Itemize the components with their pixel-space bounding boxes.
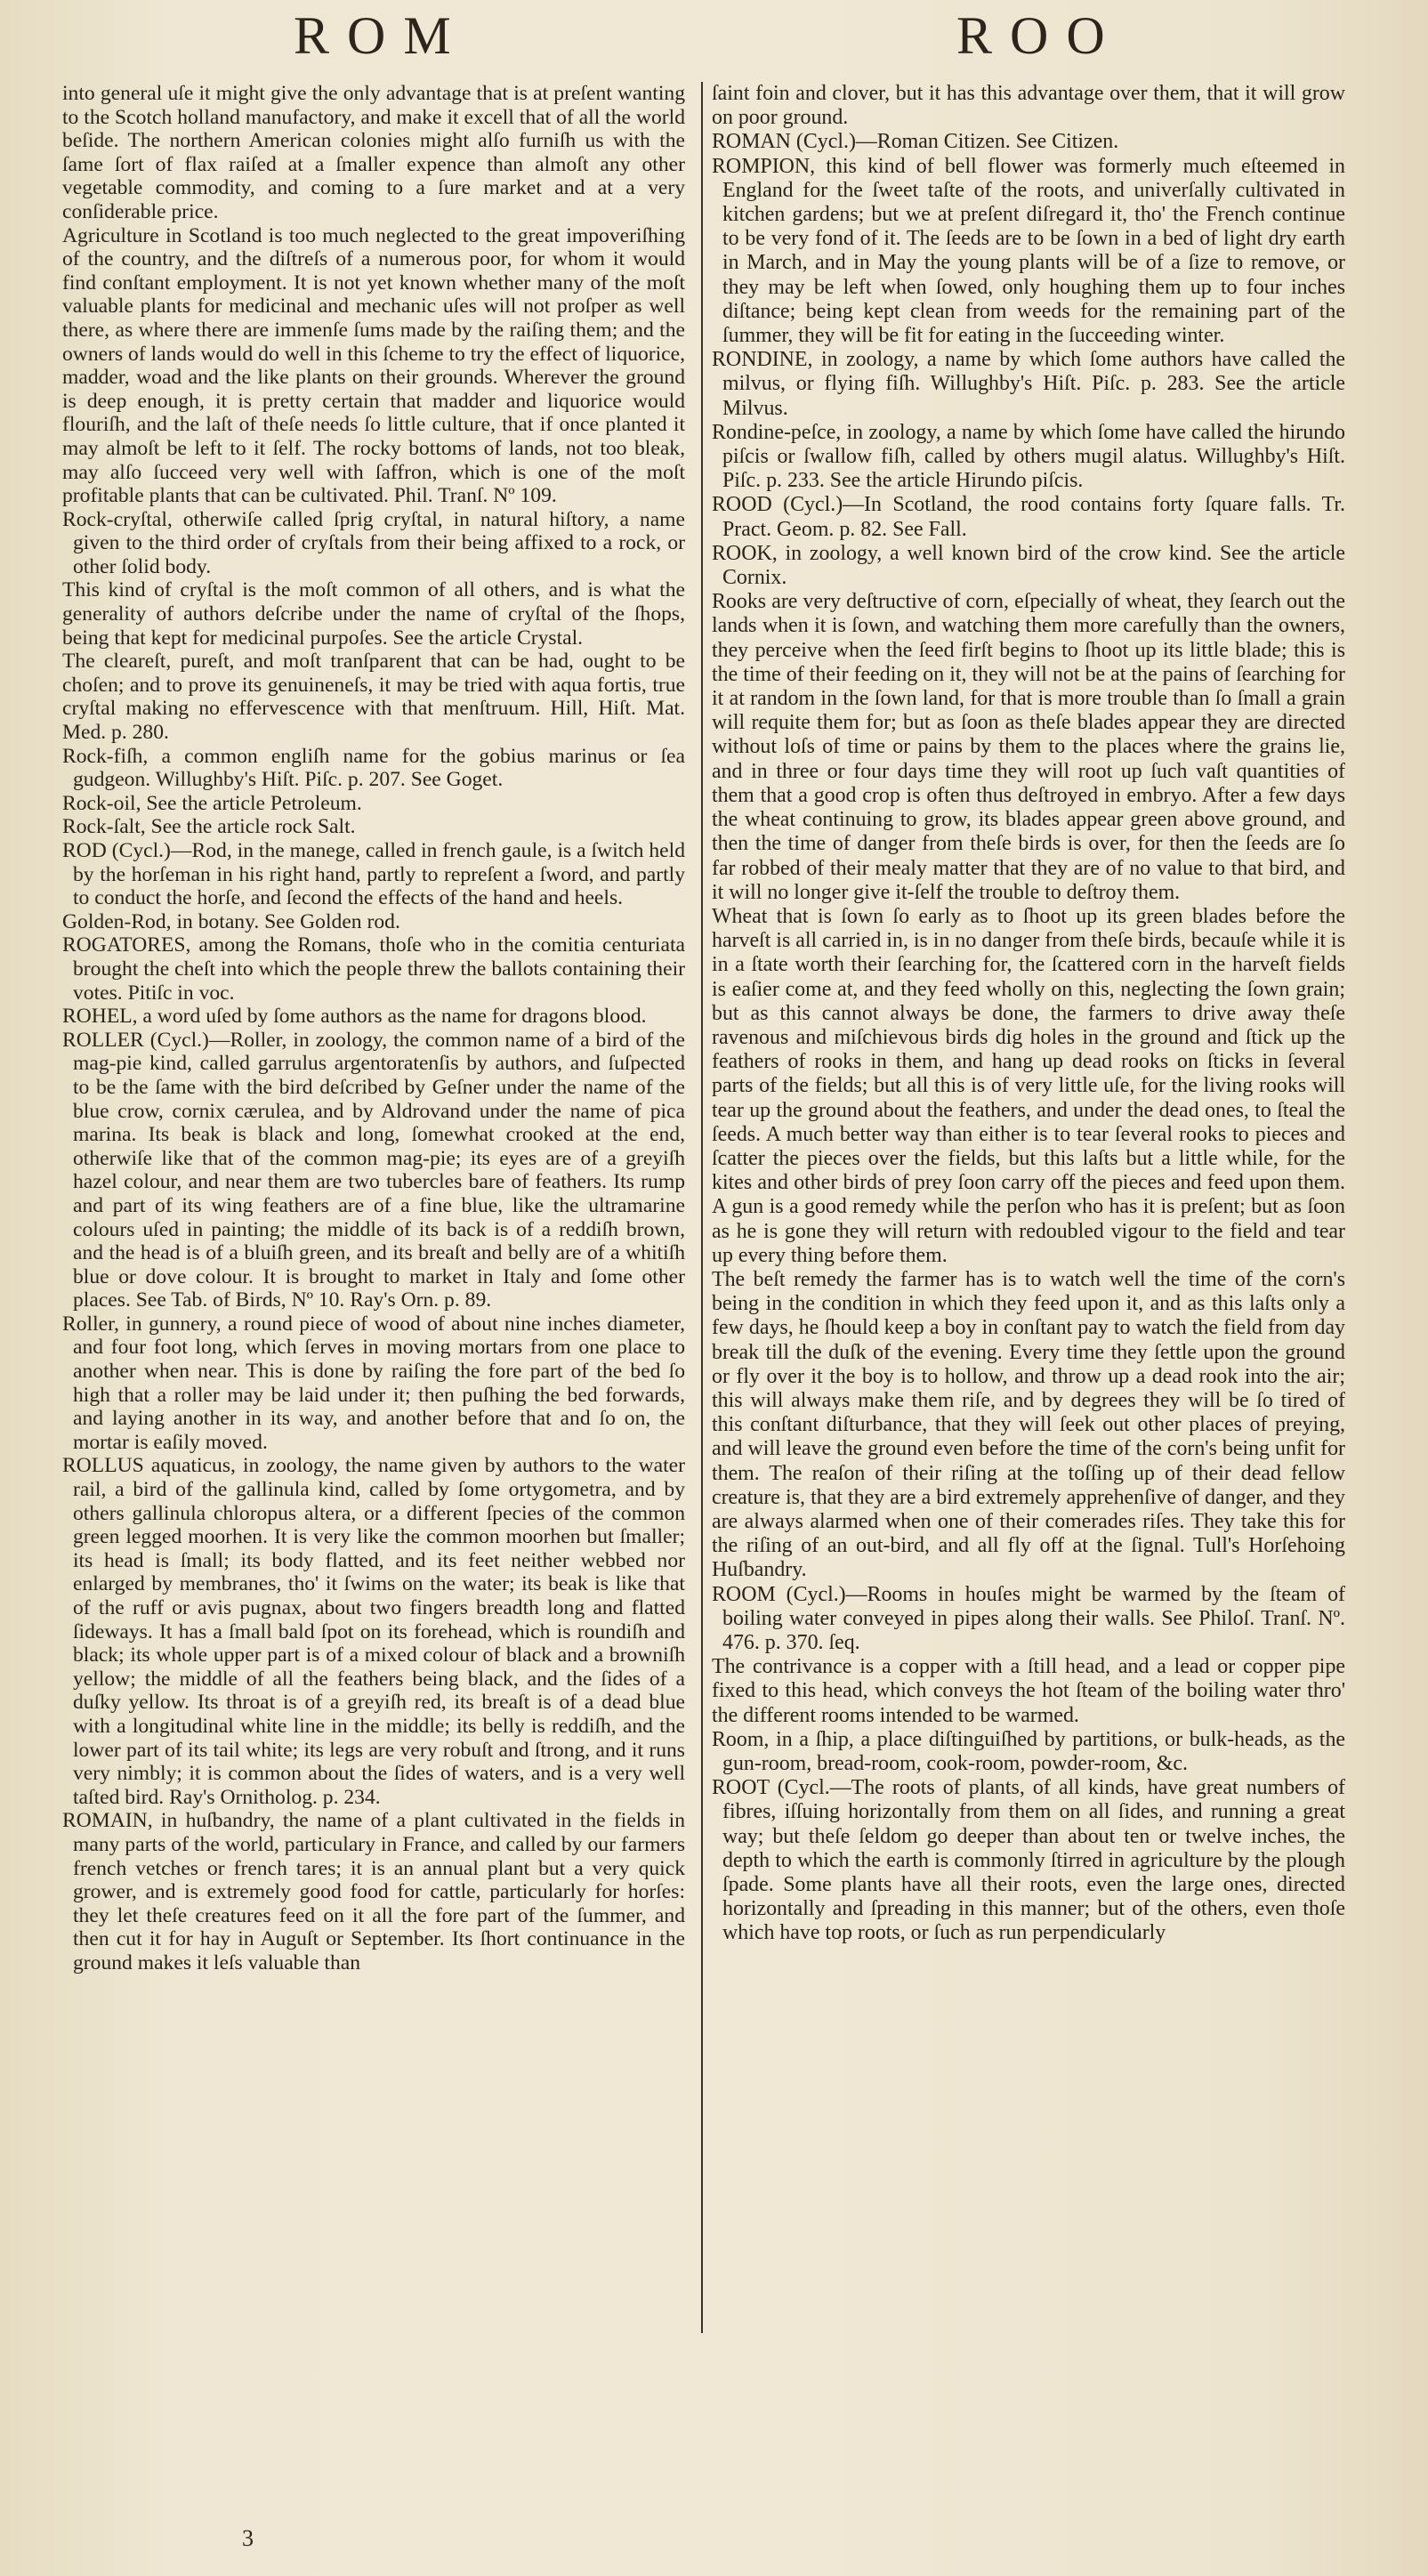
entry-golden-rod: Golden-Rod, in botany. See Golden rod.: [62, 909, 400, 933]
left-paragraph: Agriculture in Scotland is too much neglected to the great impoveriſhing of the country, and the diſtreſs of a numerous poor, for whom it would find conſtant employment. It is not yet known whether many of the moſt valuable plants for medicinal and mechanic uſes will not proſper as well there, as where there are immenſe ſums made by the raiſing them; and the owners of lands would do well in this ſcheme to try the effect of liquorice, madder, woad and the like plants on their grounds. Wherever the ground is deep enough, it is pretty certain that madder and liquorice would flouriſh, and the laſt of theſe needs ſo little culture, that if once planted it may almoſt be left to it ſelf. The rocky bottoms of lands, not too bleak, may alſo ſucceed very well with ſaffron, which is one of the moſt profitable plants that can be cultivated. Phil. Tranſ. Nº 109.: [62, 223, 685, 508]
left-column: [62, 82, 685, 1975]
right-paragraph: The beſt remedy the farmer has is to watch well the time of the corn's being in the condition in which they feed upon it, and as this laſts only a few days, he ſhould keep a boy in conſtant pay to watch the field from day break till the duſk of the evening. Every time they ſettle upon the ground or fly over it the boy is to hollow, and throw up a dead rook into the air; this will always make them riſe, and by degrees they will be ſo tired of this conſtant diſturbance, that they will ſeek out other places of preying, and will leave the ground even before the time of the corn's being unfit for them. The reaſon of their riſing at the toſſing up of their dead fellow creature is, that they are a bird extremely apprehenſive of danger, and they are always alarmed when one of their comerades riſes. They take this for the riſing of an out-bird, and all fly off at the ſignal. Tull's Horſehoing Huſbandry.: [712, 1267, 1345, 1582]
entry-room-ship: Room, in a ſhip, a place diſtinguiſhed by partitions, or bulk-heads, as the gun-room, bread-room, cook-room, powder-room, &c.: [712, 1727, 1345, 1776]
entry-rollus: ROLLUS aquaticus, in zoology, the name given by authors to the water rail, a bird of the gallinula kind, called by ſome ortygometra, and by others gallinula chloropus altera, or a different ſpecies of the common green legged moorhen. It is very like the common moorhen but ſmaller; its head is ſmall; its body flatted, and its feet neither webbed nor enlarged by membranes, tho' it ſwims on the water; its beak is like that of the ruff or avis pugnax, about two fingers breadth long and flatted ſideways. It has a ſmall bald ſpot on its forehead, which is roundiſh and black; its whole upper part is of a mixed colour of black and a browniſh yellow; the middle of all the feathers being black, and the ſides of a duſky yellow. Its throat is of a greyiſh red, its breaſt is of a dead blue with a longitudinal white line in the middle; its belly is reddiſh, and the lower part of its tail white; its legs are very robuſt and ſtrong, and it runs very nimbly; it is common about the ſides of waters, and is a very well taſted bird. Ray's Ornitholog. p. 234.: [62, 1454, 685, 1809]
entry-rogatores: ROGATORES, among the Romans, thoſe who in the comitia centuriata brought the cheſt into which the people threw the ballots containing their votes. Pitiſc in voc.: [62, 933, 685, 1005]
column-divider: [701, 82, 703, 2333]
entry-rondine: RONDINE, in zoology, a name by which ſome authors have called the milvus, or flying fiſh. Willughby's Hiſt. Piſc. p. 283. See the article Milvus.: [712, 348, 1345, 420]
entry-rod: ROD (Cycl.)—Rod, in the manege, called in french gaule, is a ſwitch held by the horſeman in his right hand, partly to repreſent a ſword, and partly to conduct the horſe, and ſecond the effects of the hand and heels.: [62, 839, 685, 910]
entry-room: ROOM (Cycl.)—Rooms in houſes might be warmed by the ſteam of boiling water conveyed in pipes along their walls. See Philoſ. Tranſ. Nº. 476. p. 370. ſeq.: [712, 1582, 1345, 1654]
page-number: 3: [242, 2525, 254, 2551]
entry-root: ROOT (Cycl.—The roots of plants, of all kinds, have great numbers of fibres, iſſuing horizontally from them on all ſides, and running a great way; but theſe ſeldom go deeper than about ten or twelve inches, the depth to which the earth is commonly ſtirred in agriculture by the plough ſpade. Some plants have all their roots, even the large ones, directed horizontally and ſpreading in this manner; but of the others, even thoſe which have top roots, or ſuch as run perpendicularly: [712, 1776, 1345, 1945]
entry-rook: ROOK, in zoology, a well known bird of the crow kind. See the article Cornix.: [712, 541, 1345, 590]
entry-roller: ROLLER (Cycl.)—Roller, in zoology, the common name of a bird of the mag-pie kind, called garrulus argentoratenſis by authors, and ſuſpected to be the ſame with the bird deſcribed by Geſner under the name of the blue crow, cornix cærulea, and by Aldrovand under the name of pica marina. Its beak is black and long, ſomewhat crooked at the end, otherwiſe like that of the common mag-pie; its eyes are of a greyiſh hazel colour, and near them are two tubercles bare of feathers. Its rump and part of its wing feathers are of a fine blue, like the ultramarine colours uſed in painting; the middle of its back is of a reddiſh brown, and the head is of a bluiſh green, and its breaſt and belly are of a whitiſh blue or dove colour. It is brought to market in Italy and ſome other places. See Tab. of Birds, Nº 10. Ray's Orn. p. 89.: [62, 1028, 685, 1312]
right-column: [712, 82, 1345, 1946]
entry-rock-oil: Rock-oil, See the article Petroleum.: [62, 791, 362, 815]
right-paragraph: Rooks are very deſtructive of corn, eſpecially of wheat, they ſearch out the lands when it is ſown, and watching them more carefully than the owners, they perceive when the ſeed firſt begins to ſhoot up its little blade; this is the time of their feeding on it, they will not be at the pains of ſearching for it at random in the ſown land, for that is more trouble than ſo ſmall a grain will requite them for; but as ſoon as theſe blades appear they are directed without loſs of time or pains by them to the places where the grains lie, and in three or four days time they will root up ſuch vaſt quantities of them that a good crop is often thus deſtroyed in embryo. After a few days the wheat continuing to grow, its blades appear green above ground, and then the time of danger from theſe birds is over, for then the ſeeds are ſo far robbed of their mealy matter that they are of no value to that bird, and it will no longer give it-ſelf the trouble to deſtroy them.: [712, 590, 1345, 904]
right-paragraph: The contrivance is a copper with a ſtill head, and a lead or copper pipe fixed to this head, which conveys the hot ſteam of the boiling water thro' the different rooms intended to be warmed.: [712, 1655, 1345, 1727]
entry-rondine-pesce: Rondine-peſce, in zoology, a name by which ſome have called the hirundo piſcis or ſwallow fiſh, called by others mugil alatus. Willughby's Hiſt. Piſc. p. 233. See the article Hirundo piſcis.: [712, 420, 1345, 493]
right-paragraph: Wheat that is ſown ſo early as to ſhoot up its green blades before the harveſt is all carried in, is in no danger from theſe birds, becauſe while it is in a ſtate worth their ſearching for, the ſcattered corn in the harveſt fields is eaſier come at, and they feed wholly on this, neglecting the ſown grain; but as this cannot always be done, the farmers to drive away theſe ravenous and miſchievous birds dig holes in the ground and ſtick up the feathers of rooks in them, and hang up dead rooks on ſticks in ſeveral parts of the fields; but all this is of very little uſe, for the living rooks will tear up the ground about the feathers, and under the dead ones, to ſteal the ſeeds. A much better way than either is to tear ſeveral rooks to pieces and ſcatter the pieces over the fields, but this laſts but a little while, for the kites and other birds of prey ſoon carry off the pieces and feed upon them. A gun is a good remedy while the perſon who has it is preſent; but as ſoon as he is gone they will return with redoubled vigour to the field and tear up every thing before them.: [712, 904, 1345, 1267]
running-head-left: ROM: [294, 6, 469, 65]
entry-rock-crystal: Rock-cryſtal, otherwiſe called ſprig cryſtal, in natural hiſtory, a name given to the third order of cryſtals from their being affixed to a rock, or other ſolid body.: [62, 507, 685, 578]
right-paragraph: ſaint foin and clover, but it has this advantage over them, that it will grow on poor ground.: [712, 82, 1345, 130]
entry-roman: ROMAN (Cycl.)—Roman Citizen. See Citizen.: [712, 130, 1119, 154]
entry-romain: ROMAIN, in huſbandry, the name of a plant cultivated in the fields in many parts of the world, particulary in France, and called by our farmers french vetches or french tares; it is an annual plant but a very quick grower, and is extremely good food for cattle, particularly for horſes: they let theſe creatures feed on it all the fore part of the ſummer, and then cut it for hay in Auguſt or September. Its ſhort continuance in the ground makes it leſs valuable than: [62, 1809, 685, 1974]
entry-rohel: ROHEL, a word uſed by ſome authors as the name for dragons blood.: [62, 1005, 647, 1029]
left-paragraph: The cleareſt, pureſt, and moſt tranſparent that can be had, ought to be choſen; and to prove its genuineneſs, it may be tried with aqua fortis, true cryſtal making no effervescence with that menſtruum. Hill, Hiſt. Mat. Med. p. 280.: [62, 650, 685, 745]
entry-rood: ROOD (Cycl.)—In Scotland, the rood contains forty ſquare falls. Tr. Pract. Geom. p. 82. See Fall.: [712, 493, 1345, 541]
entry-roller-gunnery: Roller, in gunnery, a round piece of wood of about nine inches diameter, and four foot long, which ſerves in moving mortars from one place to another when near. This is done by raiſing the fore part of the bed ſo high that a roller may be laid under it; then puſhing the bed forwards, and laying another in its way, and another before that and ſo on, the mortar is eaſily moved.: [62, 1312, 685, 1454]
entry-rock-salt: Rock-ſalt, See the article rock Salt.: [62, 815, 356, 839]
entry-rock-fish: Rock-fiſh, a common engliſh name for the gobius marinus or ſea gudgeon. Willughby's Hiſt. Piſc. p. 207. See Goget.: [62, 744, 685, 792]
entry-rompion: ROMPION, this kind of bell flower was formerly much eſteemed in England for the ſweet taſte of the roots, and univerſally cultivated in kitchen gardens; but we at preſent diſregard it, tho' the French continue to be very fond of it. The ſeeds are to be ſown in a bed of light dry earth in March, and in May the young plants will be of a ſize to remove, or they may be left when ſowed, only houghing them up to four inches diſtance; being kept clean from weeds for the remaining part of the ſummer, they will be fit for eating in the ſucceeding winter.: [712, 154, 1345, 348]
running-head-right: ROO: [956, 6, 1123, 65]
left-paragraph: This kind of cryſtal is the moſt common of all others, and is what the generality of authors deſcribe under the name of cryſtal of the ſhops, being that kept for medicinal purpoſes. See the article Crystal.: [62, 578, 685, 650]
running-head: [0, 5, 1428, 80]
left-paragraph: into general uſe it might give the only advantage that is at preſent wanting to the Scotch holland manufactory, and make it excell that of all the world beſide. The northern American colonies might alſo furniſh us with the ſame ſort of flax raiſed at a ſmaller expence than almoſt any other vegetable commodity, and coming to a ſure market and at a very conſiderable price.: [62, 82, 685, 223]
